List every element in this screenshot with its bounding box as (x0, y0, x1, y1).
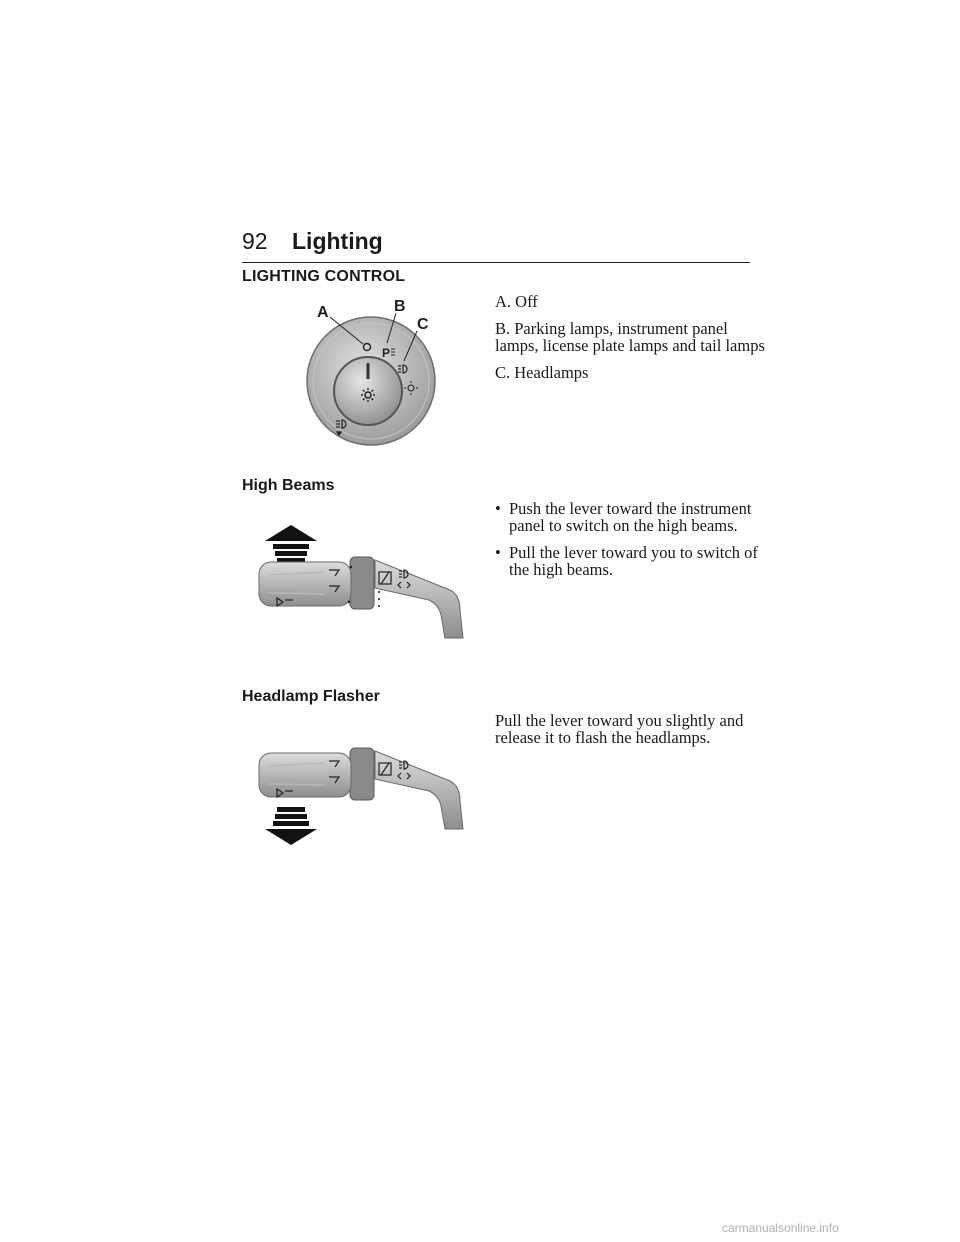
section-title: LIGHTING CONTROL (242, 268, 406, 285)
legend-item-off: A. Off (495, 292, 538, 311)
up-arrow-icon (265, 525, 317, 563)
high-beams-title: High Beams (242, 477, 335, 494)
legend-item-headlamps: C. Headlamps (495, 363, 589, 382)
watermark: carmanualsonline.info (722, 1221, 839, 1235)
lighting-control-figure (300, 295, 442, 450)
callout-label-b: B (394, 298, 406, 315)
high-beams-bullet-off: • Pull the lever toward you to switch of the high beams. (495, 543, 758, 579)
bullet-dot-icon: • (495, 543, 501, 562)
bullet-dot-icon: • (495, 499, 501, 518)
chapter-title: Lighting (292, 228, 383, 254)
down-arrow-icon (265, 807, 317, 845)
parking-lamp-icon: P (382, 346, 391, 360)
high-beams-bullet-on: • Push the lever toward the instrument panel to switch on the high beams. (495, 499, 752, 535)
lever-collar (350, 557, 374, 609)
lighting-control-legend (495, 293, 765, 391)
callout-label-a: A (317, 304, 329, 321)
callout-label-c: C (417, 316, 429, 333)
page-header (242, 228, 750, 263)
high-beams-lever-figure (255, 520, 470, 645)
page-number: 92 (242, 228, 268, 254)
lever-collar (350, 748, 374, 800)
high-beams-instructions (495, 500, 765, 588)
flasher-lever-figure (255, 735, 470, 847)
headlamp-flasher-title: Headlamp Flasher (242, 688, 380, 705)
legend-item-parking: B. Parking lamps, instrument panel lamps, license plate lamps and tail lamps (495, 319, 765, 355)
headlamp-flasher-text: Pull the lever toward you slightly and release it to flash the headlamps. (495, 711, 744, 747)
headlamp-flasher-instructions (495, 712, 765, 756)
